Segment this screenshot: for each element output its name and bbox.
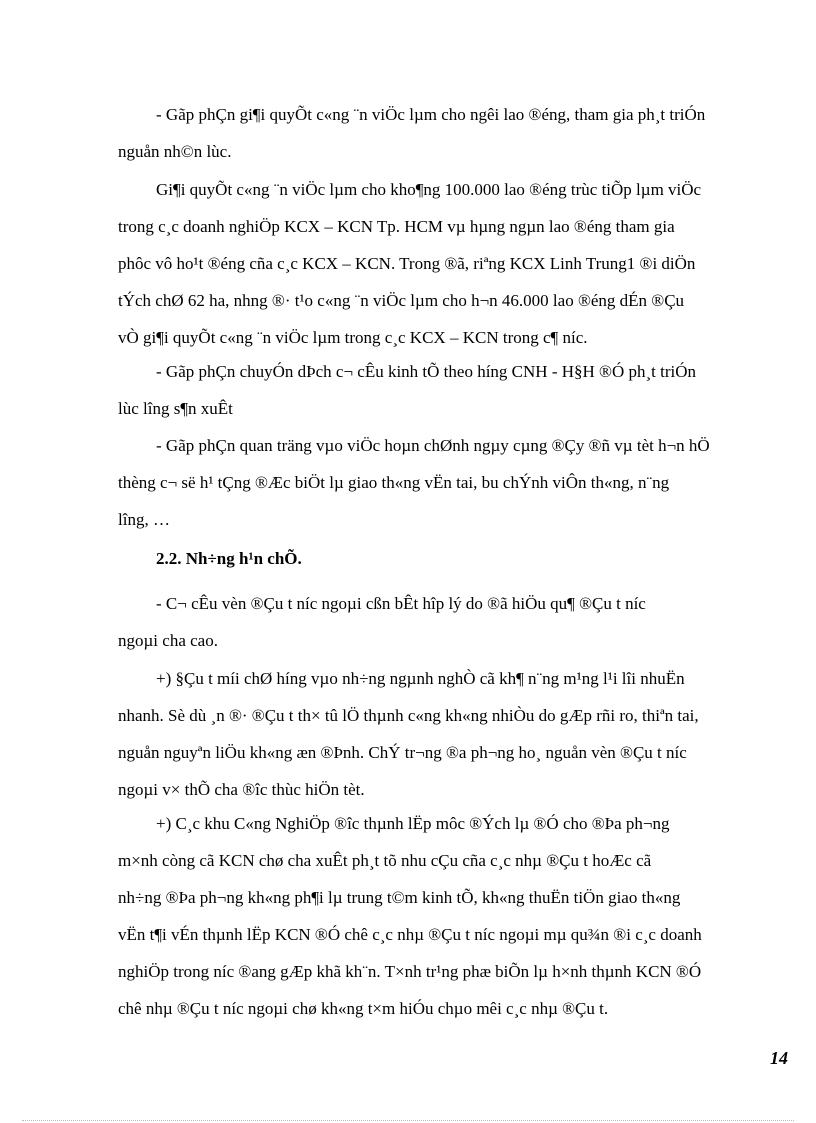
section-heading-limitations: 2.2. Nh÷ng h¹n chÕ.: [156, 549, 302, 568]
text-line: nghiÖp trong níc ®ang gÆp khã kh¨n. T×nh tr¹ng phæ biÕn lµ h×nh thµnh KCN ®Ó: [118, 962, 702, 981]
text-line: vÒ gi¶i quyÕt c«ng ¨n viÖc lµm trong c¸c KCX – KCN trong c¶ níc.: [118, 328, 588, 347]
text-line: thèng c¬ së h¹ tÇng ®Æc biÖt lµ giao th«ng vËn tai, bu chÝnh viÔn th«ng, n¨ng: [118, 473, 670, 492]
text-line: nguån nguyªn liÖu kh«ng æn ®Þnh. ChÝ tr¬ng ®a ph¬ng ho¸ nguån vèn ®Çu t níc: [118, 743, 687, 762]
text-line: +) C¸c khu C«ng NghiÖp ®îc thµnh lËp môc ®Ých lµ ®Ó cho ®Þa ph¬ng: [156, 814, 670, 833]
text-line: lîng, …: [118, 510, 170, 529]
text-line: tÝch chØ 62 ha, nhng ®· t¹o c«ng ¨n viÖc lµm cho h¬n 46.000 lao ®éng dÉn ®Çu: [118, 291, 685, 310]
text-line: ngoµi cha cao.: [118, 631, 218, 650]
text-line: phôc vô ho¹t ®éng cña c¸c KCX – KCN. Trong ®ã, riªng KCX Linh Trung1 ®i diÖn: [118, 254, 696, 273]
text-line: nguån nh©n lùc.: [118, 142, 232, 161]
text-line: - C¬ cÊu vèn ®Çu t níc ngoµi cßn bÊt hîp lý do ®ã hiÖu qu¶ ®Çu t níc: [156, 594, 646, 613]
text-line: trong c¸c doanh nghiÖp KCX – KCN Tp. HCM vµ hµng ngµn lao ®éng tham gia: [118, 217, 675, 236]
text-line: nh÷ng ®Þa ph¬ng kh«ng ph¶i lµ trung t©m kinh tÕ, kh«ng thuËn tiÖn giao th«ng: [118, 888, 681, 907]
text-line: ngoµi v× thÕ cha ®îc thùc hiÖn tèt.: [118, 780, 365, 799]
paragraph-employment-contribution: [118, 96, 808, 170]
text-line: Gi¶i quyÕt c«ng ¨n viÖc lµm cho kho¶ng 100.000 lao ®éng trùc tiÕp lµm viÖc: [156, 180, 702, 199]
paragraph-economic-shift: [118, 353, 808, 427]
paragraph-new-investment: [118, 660, 808, 808]
text-line: lùc lîng s¶n xuÊt: [118, 399, 233, 418]
text-line: nhanh. Sè dù ¸n ®· ®Çu t th× tû lÖ thµnh c«ng kh«ng nhiÒu do gÆp rñi ro, thiªn tai,: [118, 706, 699, 725]
text-line: - Gãp phÇn chuyÓn dÞch c¬ cÊu kinh tÕ theo híng CNH - H§H ®Ó ph¸t triÓn: [156, 362, 696, 381]
text-line: - Gãp phÇn gi¶i quyÕt c«ng ¨n viÖc lµm cho ngêi lao ®éng, tham gia ph¸t triÓn: [156, 105, 706, 124]
text-line: +) §Çu t míi chØ híng vµo nh÷ng ngµnh nghÒ cã kh¶ n¨ng m¹ng l¹i lîi nhuËn: [156, 669, 685, 688]
page-number: 14: [770, 1048, 788, 1068]
paragraph-infrastructure: [118, 427, 808, 538]
paragraph-employment-figures: [118, 171, 808, 356]
footer-divider: [22, 1120, 794, 1121]
text-line: m×nh còng cã KCN chø cha xuÊt ph¸t tõ nhu cÇu cña c¸c nhµ ®Çu t hoÆc cã: [118, 851, 652, 870]
text-line: - Gãp phÇn quan träng vµo viÖc hoµn chØnh ngµy cµng ®Çy ®ñ vµ tèt h¬n hÖ: [156, 436, 710, 455]
text-line: chê nhµ ®Çu t níc ngoµi chø kh«ng t×m hiÓu chµo mêi c¸c nhµ ®Çu t.: [118, 999, 609, 1018]
paragraph-capital-structure: [118, 585, 808, 659]
text-line: vËn t¶i vÉn thµnh lËp KCN ®Ó chê c¸c nhµ ®Çu t níc ngoµi mµ qu¾n ®i c¸c doanh: [118, 925, 702, 944]
paragraph-industrial-zones: [118, 805, 808, 1027]
